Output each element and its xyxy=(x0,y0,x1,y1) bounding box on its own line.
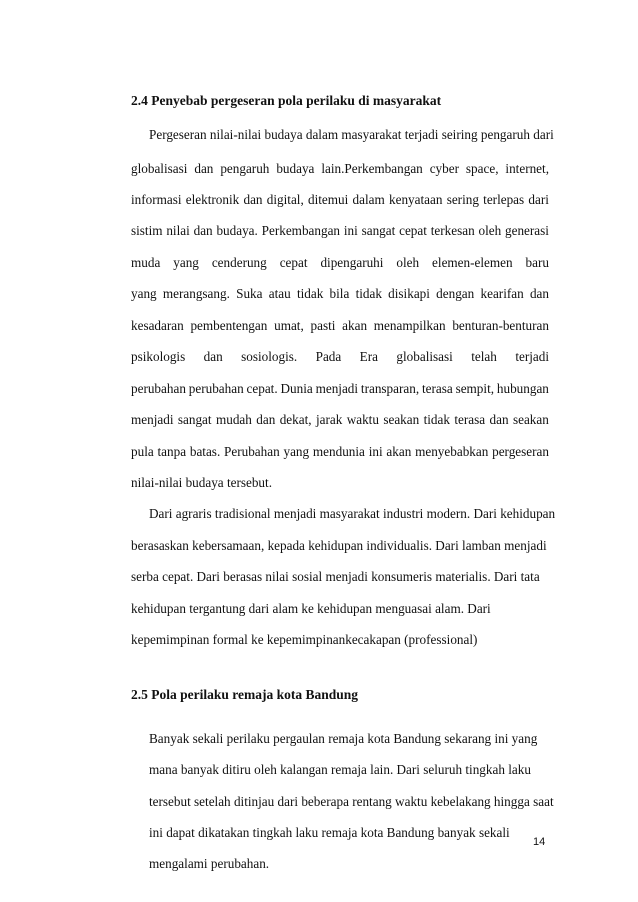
word: oleh xyxy=(478,223,502,238)
word: dan xyxy=(243,192,263,207)
word: umat, xyxy=(274,318,304,333)
word: perubahan xyxy=(131,381,186,396)
word: terkesan xyxy=(430,223,475,238)
word: perubahan xyxy=(188,381,244,396)
word: sering xyxy=(446,192,479,207)
word: kearifan xyxy=(480,286,524,301)
word: Dunia xyxy=(280,381,313,396)
word: yang xyxy=(173,255,199,270)
paragraph-line: mana banyak ditiru oleh kalangan remaja lain. Dari seluruh tingkah laku xyxy=(149,762,531,777)
word: sistim xyxy=(131,223,163,238)
paragraph-line xyxy=(131,255,549,271)
word: dan xyxy=(489,412,509,427)
word: dipengaruhi xyxy=(320,255,384,270)
word: dan xyxy=(193,223,213,238)
word: internet, xyxy=(505,161,549,176)
word: muda xyxy=(131,255,161,270)
paragraph-line: mengalami perubahan. xyxy=(149,856,270,871)
word: dan xyxy=(203,349,223,364)
paragraph-line: kepemimpinan formal ke kepemimpinankecakapan (professional) xyxy=(131,632,478,647)
section-2-5-heading: 2.5 Pola perilaku remaja kota Bandung xyxy=(131,687,359,702)
word: dan xyxy=(194,161,214,176)
word: lain.Perkembangan xyxy=(321,161,423,176)
word: Era xyxy=(359,349,378,364)
word: menampilkan xyxy=(373,318,446,333)
word: Perkembangan xyxy=(261,223,341,238)
word: pasti xyxy=(310,318,336,333)
paragraph-line: ini dapat dikatakan tingkah laku remaja kota Bandung banyak sekali xyxy=(149,825,510,840)
word: mendunia xyxy=(312,444,365,459)
word: jarak xyxy=(315,412,343,427)
word: cepat xyxy=(399,223,427,238)
paragraph-line: tersebut setelah ditinjau dari beberapa rentang waktu kebelakang hingga saat xyxy=(149,794,554,809)
word: sosiologis. xyxy=(241,349,298,364)
paragraph-line: Banyak sekali perilaku pergaulan remaja kota Bandung sekarang ini yang xyxy=(149,731,538,746)
word: benturan-benturan xyxy=(452,318,549,333)
word: Suka xyxy=(236,286,263,301)
word: cepat. xyxy=(246,381,278,396)
word: akan xyxy=(386,444,412,459)
word: dan xyxy=(529,286,549,301)
word: informasi xyxy=(131,192,182,207)
word: generasi xyxy=(505,223,549,238)
word: kenyataan xyxy=(389,192,443,207)
word: tidak xyxy=(355,286,382,301)
word: pergeseran xyxy=(492,444,549,459)
word: globalisasi xyxy=(396,349,453,364)
word: transparan, xyxy=(360,381,420,396)
word: pengaruh xyxy=(220,161,270,176)
word: space, xyxy=(465,161,499,176)
word: terasa xyxy=(421,381,453,396)
paragraph-line xyxy=(131,223,549,239)
paragraph-line xyxy=(131,349,549,365)
word: yang xyxy=(131,286,157,301)
word: terjadi xyxy=(515,349,549,364)
word: menjadi xyxy=(131,412,174,427)
word: Perubahan xyxy=(224,444,280,459)
word: dekat, xyxy=(279,412,312,427)
word: menyebabkan xyxy=(415,444,489,459)
word: psikologis xyxy=(131,349,186,364)
word: atau xyxy=(268,286,291,301)
word: tidak xyxy=(423,412,450,427)
word: telah xyxy=(471,349,497,364)
word: Pada xyxy=(315,349,342,364)
word: sangat xyxy=(361,223,396,238)
word: terlepas xyxy=(483,192,525,207)
word: budaya xyxy=(276,161,315,176)
word: merangsang. xyxy=(162,286,230,301)
word: hubungan xyxy=(496,381,549,396)
word: cyber xyxy=(429,161,459,176)
word: seakan xyxy=(512,412,549,427)
paragraph-line: Pergeseran nilai-nilai budaya dalam masyarakat terjadi seiring pengaruh dari xyxy=(149,127,554,142)
paragraph-line: Dari agraris tradisional menjadi masyarakat industri modern. Dari kehidupan xyxy=(149,506,556,521)
paragraph-line xyxy=(131,286,549,302)
page-number: 14 xyxy=(533,836,546,848)
word: elektronik xyxy=(185,192,240,207)
word: dengan xyxy=(436,286,475,301)
paragraph-line xyxy=(131,381,549,397)
paragraph-line xyxy=(131,161,549,177)
word: dalam xyxy=(352,192,385,207)
paragraph-line: serba cepat. Dari berasas nilai sosial menjadi konsumeris materialis. Dari tata xyxy=(131,569,540,584)
paragraph-line xyxy=(131,192,549,208)
word: akan xyxy=(342,318,368,333)
word: batas. xyxy=(189,444,221,459)
word: elemen-elemen xyxy=(432,255,513,270)
word: baru xyxy=(525,255,549,270)
word: tidak xyxy=(296,286,324,301)
word: cenderung xyxy=(211,255,267,270)
section-2-4-heading: 2.4 Penyebab pergeseran pola perilaku di masyarakat xyxy=(131,93,442,108)
word: waktu xyxy=(346,412,379,427)
word: cepat xyxy=(279,255,308,270)
word: ini xyxy=(343,223,358,238)
word: sangat xyxy=(177,412,212,427)
word: pembentengan xyxy=(190,318,268,333)
word: dan xyxy=(256,412,276,427)
word: seakan xyxy=(383,412,420,427)
word: budaya. xyxy=(216,223,258,238)
word: yang xyxy=(283,444,310,459)
paragraph-line: berasaskan kebersamaan, kepada kehidupan individualis. Dari lamban menjadi xyxy=(131,538,547,553)
word: disikapi xyxy=(388,286,430,301)
word: ini xyxy=(368,444,383,459)
word: menjadi xyxy=(315,381,359,396)
word: terasa xyxy=(454,412,486,427)
paragraph-line xyxy=(131,318,549,334)
word: kesadaran xyxy=(131,318,184,333)
word: dari xyxy=(528,192,549,207)
word: globalisasi xyxy=(131,161,188,176)
word: tanpa xyxy=(157,444,187,459)
word: pula xyxy=(131,444,154,459)
paragraph-line xyxy=(131,412,549,428)
word: sempit, xyxy=(455,381,495,396)
word: mudah xyxy=(215,412,252,427)
word: oleh xyxy=(396,255,420,270)
paragraph-line xyxy=(131,444,549,460)
paragraph-line: nilai-nilai budaya tersebut. xyxy=(131,475,272,490)
word: digital, xyxy=(266,192,304,207)
word: bila xyxy=(329,286,350,301)
word: nilai xyxy=(166,223,190,238)
word: ditemui xyxy=(308,192,349,207)
paragraph-line: kehidupan tergantung dari alam ke kehidupan menguasai alam. Dari xyxy=(131,601,491,616)
